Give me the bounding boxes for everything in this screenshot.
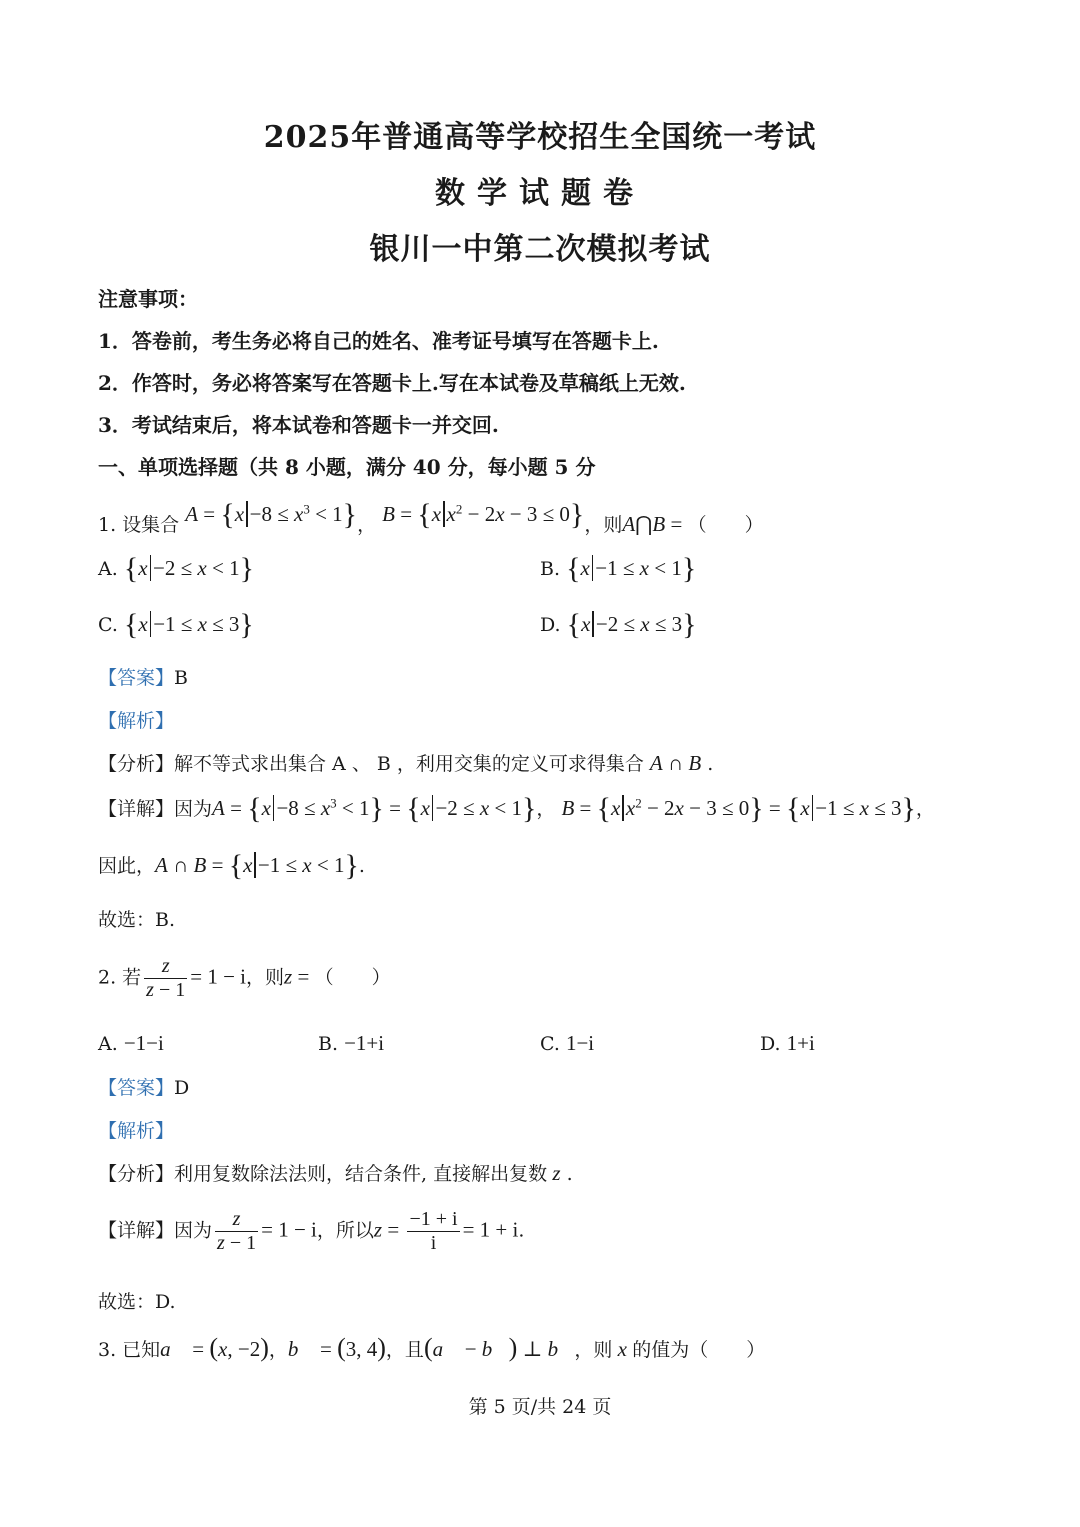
q2-option-c: C. 1−i [540,1031,595,1055]
q1-conclusion: 故选：B. [98,909,176,931]
exam-school: 银川一中第二次模拟考试 [369,232,711,267]
q1-answer: 【答案】B [98,667,188,689]
q1-mid: ，则 [584,514,623,536]
notice-item-2: 2．作答时，务必将答案写在答题卡上.写在本试卷及草稿纸上无效. [98,371,686,395]
q2-option-b: B. −1+i [318,1031,385,1055]
notice-heading: 注意事项： [98,287,198,311]
q1-xiangjie: 【详解】因为$A = \{x -8 \le x^3 < 1\} = \{x -2 \le x < 1\}$， B = {x $x^2 - 2x - 3 \le 0\} = \{x -1 \le x \le 3\}$， [98,792,935,825]
question-2: 2. 若 $\frac{z}{z - 1}$ = 1 − i，则z = （ ） [98,955,391,1001]
q1-option-a: A. {x −2 ≤ x < 1} [98,552,254,585]
question-1: 1. 设集合 $A = \{x -8 \le x^3 < 1\}$， B = {x $x^2 - 2x - 3 \le 0$}，则A⋂B = （ ） [98,498,764,536]
q1-paren: （ ） [687,514,764,536]
q2-analysis-tag: 【解析】 [98,1120,175,1142]
q1-analysis-tag: 【解析】 [98,710,175,732]
q1-prefix: 1. 设集合 [98,514,180,536]
q1-option-d: D. {x −2 ≤ x ≤ 3} [540,608,697,641]
q1-fenxi: 【分析】解不等式求出集合 A 、 B ，利用交集的定义可求得集合 A ∩ B . [98,751,714,775]
notice-item-3: 3．考试结束后，将本试卷和答题卡一并交回. [98,413,499,437]
q1-therefore: 因此，A ∩ B = {x −1 ≤ x < 1}. [98,849,365,882]
q1-option-c: C. {x −1 ≤ x ≤ 3} [98,608,254,641]
exam-title: 2025年普通高等学校招生全国统一考试 [263,120,817,155]
page-footer: 第 5 页/共 24 页 [468,1396,612,1418]
q1-option-b: B. {x −1 ≤ x < 1} [540,552,697,585]
q2-option-a: A. −1−i [98,1031,164,1055]
question-3: 3. 已知a⃗ = (x, −2)，b⃗ = (3, 4)，且(a⃗ − b⃗) ⊥ b⃗，则 x 的值为（ ） [98,1333,766,1362]
q2-option-d: D. 1+i [760,1031,815,1055]
section-heading: 一、单项选择题（共 8 小题，满分 40 分，每小题 5 分 [98,455,596,479]
q2-answer: 【答案】D [98,1077,190,1099]
q2-fenxi: 【分析】利用复数除法法则，结合条件, 直接解出复数 z . [98,1161,573,1185]
q2-xiangjie: 【详解】因为 $\frac{z}{z - 1}$ = 1 − i，所以z = $\frac{-1 + i}{i}$ = 1 + i. [98,1208,525,1254]
q2-conclusion: 故选：D. [98,1291,176,1313]
notice-item-1: 1．答卷前，考生务必将自己的姓名、准考证号填写在答题卡上. [98,329,659,353]
exam-subtitle: 数学试题卷 [435,176,645,211]
